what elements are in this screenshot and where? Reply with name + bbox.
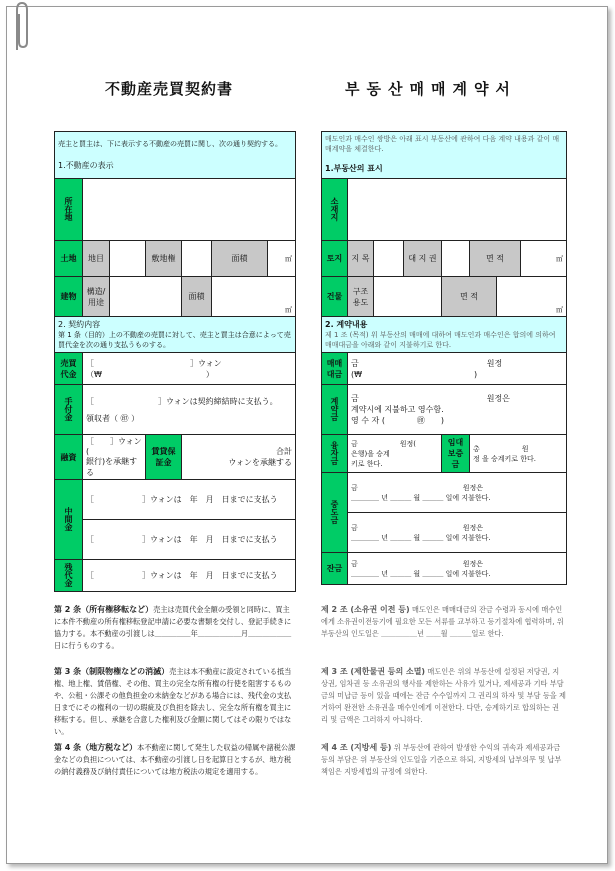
kr-balance-line1[interactable]: 금 원정은 bbox=[351, 559, 484, 568]
jp-art4-text: 本不動産に関して発生した収益の帰属や諸税公課金などの負担については、本不動産の引渡し日を起算日とするが、地方税の納付義務及び納付責任については地方税法の規定を適用する。 bbox=[54, 743, 296, 776]
jp-intro: 売主と買主は、下に表示する不動産の売買に関し、次の通り契約する。 bbox=[58, 140, 282, 148]
jp-art3-head: 第 3 条（制限物権などの消滅） bbox=[54, 667, 170, 676]
kr-art3-text: 매도인은 위의 부동산에 설정된 저당권, 지상권, 임차권 등 소유권의 행사를 제한하는 사유가 있거나, 제세공과 기타 부담금의 미납금 등이 있을 때에는 잔금 수수일까지 그 권리의 하자 및 부담 등을 제거하여 완전한 소유권을 매수인에게 이전한다. 다만, 승계하기로 합의하는 권리 및 금액은 그러하지 아니하다. bbox=[321, 667, 566, 724]
jp-chimoku: 地目 bbox=[83, 241, 110, 277]
kr-lease-label: 임대보증금 bbox=[442, 435, 470, 473]
jp-balance-label: 残代金 bbox=[64, 562, 73, 587]
jp-deposit-line1[interactable]: ［ ］ウォンは契約締結時に支払う。 bbox=[86, 396, 278, 406]
kr-deposit-line3[interactable]: 영 수 자 ( ㊞ ) bbox=[351, 416, 445, 425]
kr-balance-label: 잔금 bbox=[322, 553, 348, 585]
kr-land-label: 토지 bbox=[322, 241, 348, 277]
jp-art4-head: 第 4 条（地方税など） bbox=[54, 743, 138, 752]
kr-sqm: ㎡ bbox=[521, 241, 567, 277]
jp-structure: 構造/用途 bbox=[83, 277, 110, 317]
jp-middle-line2[interactable]: ［ ］ウォンは 年 月 日までに支払う bbox=[83, 520, 296, 560]
jp-location-field[interactable] bbox=[83, 179, 296, 241]
kr-deposit-line1[interactable]: 금 원정은 bbox=[351, 394, 510, 403]
jp-sqm: ㎡ bbox=[268, 241, 296, 277]
jp-article4 bbox=[54, 742, 296, 778]
kr-area2: 면 적 bbox=[442, 277, 497, 317]
jp-loan-label: 融資 bbox=[55, 435, 83, 480]
kr-location-label: 소재지 bbox=[330, 196, 339, 221]
jp-article3 bbox=[54, 666, 296, 738]
kr-deposit-line2[interactable]: 계약시에 지불하고 영수함. bbox=[351, 405, 444, 414]
kr-contract-table bbox=[321, 131, 567, 585]
jp-article2 bbox=[54, 604, 296, 652]
jp-section1: 1.不動産の表示 bbox=[58, 161, 114, 170]
kr-title: 부동산매매계약서 bbox=[345, 80, 517, 98]
jp-structure-field[interactable] bbox=[110, 277, 182, 317]
jp-deposit-label: 手付金 bbox=[64, 396, 73, 421]
jp-land-right: 敷地権 bbox=[146, 241, 182, 277]
kr-art4-text: 위 부동산에 관하여 발생한 수익의 귀속과 제세공과금 등의 부담은 위 부동산의 인도일을 기준으로 하되, 지방세의 납부의무 및 납부책임은 지방세법의 규정에 의한다. bbox=[321, 743, 562, 776]
kr-loan-line2[interactable]: 은행)을 승계 bbox=[351, 449, 390, 458]
kr-lease-line1[interactable]: 총 원 bbox=[473, 444, 529, 453]
kr-daeji: 대 지 권 bbox=[404, 241, 442, 277]
kr-price-line2[interactable]: (₩ ) bbox=[351, 369, 478, 379]
kr-loan-line1[interactable]: 금 원정( bbox=[351, 439, 417, 448]
jp-section2: 2. 契約内容 bbox=[58, 320, 101, 329]
kr-balance-line2[interactable]: ＿＿＿＿ 년 ＿＿＿ 월 ＿＿＿ 일에 지불한다. bbox=[351, 569, 491, 578]
jp-title: 不動産売買契約書 bbox=[105, 80, 234, 98]
kr-area: 면 적 bbox=[470, 241, 521, 277]
kr-building-label: 건물 bbox=[322, 277, 348, 317]
jp-contract-table bbox=[54, 131, 296, 592]
paperclip-icon bbox=[8, 0, 34, 52]
kr-middle-line1[interactable]: 금 원정은 bbox=[351, 483, 484, 492]
kr-sqm2: ㎡ bbox=[497, 277, 567, 317]
kr-art2-head: 제 2 조 (소유권 이전 등) bbox=[321, 605, 410, 614]
jp-land-label: 土地 bbox=[55, 241, 83, 277]
kr-middle-label: 중도금 bbox=[330, 499, 339, 524]
jp-lease-label: 賃貸保証金 bbox=[146, 435, 182, 480]
jp-art2-head: 第 2 条（所有権移転など） bbox=[54, 605, 154, 614]
jp-loan-line1[interactable]: ［ ］ウォン( bbox=[86, 437, 142, 456]
jp-location-label: 所在地 bbox=[64, 196, 73, 221]
kr-price-line1[interactable]: 금 원정 bbox=[351, 358, 503, 368]
jp-price-line1[interactable]: ［ ］ウォン bbox=[86, 358, 222, 368]
kr-loan-label: 융자금 bbox=[330, 440, 339, 465]
jp-area: 面積 bbox=[212, 241, 268, 277]
jp-article1: 第 1 条（目的）上の不動産の売買に対して、売主と買主は合意によって売買代金を次の通り支払うものする。 bbox=[58, 331, 291, 349]
kr-intro: 매도인과 매수인 쌍방은 아래 표시 부동산에 관하여 다음 계약 내용과 같이 매매계약을 체결한다. bbox=[325, 135, 560, 153]
jp-lease-line2[interactable]: ウォンを承継する bbox=[228, 458, 292, 467]
kr-jimok: 지 목 bbox=[348, 241, 374, 277]
kr-daeji-field[interactable] bbox=[442, 241, 470, 277]
kr-article4 bbox=[321, 742, 566, 778]
kr-article2 bbox=[321, 604, 566, 640]
jp-lease-line1[interactable]: 合計 bbox=[276, 447, 292, 456]
jp-art2-text: 売主は売買代金全額の受領と同時に、買主に本件不動産の所有権移転登記申請に必要な書類を交付し、登記手続きに協力する。本不動産の引渡しは＿＿＿＿＿年＿＿＿＿＿＿月＿＿＿＿＿＿日に行うものする。 bbox=[54, 605, 292, 650]
jp-art3-text: 売主は本不動産に設定されている抵当権、地上権、賃借権、その他、買主の完全な所有権の行使を阻害するものや、公租・公課その他負担金の未納金などがある場合には、残代金の支払日までにその権利の一切の瑕疵及び負担を除去し、完全な所有権を買主に移転する。但し、承継を合意した権利及び金額に関してはその限りではない。 bbox=[54, 667, 292, 736]
kr-lease-line2[interactable]: 정 을 승계키로 한다. bbox=[473, 454, 536, 463]
kr-jimok-field[interactable] bbox=[374, 241, 404, 277]
jp-middle-line1[interactable]: ［ ］ウォンは 年 月 日までに支払う bbox=[83, 480, 296, 520]
kr-structure: 구조 용도 bbox=[348, 277, 374, 317]
jp-building-label: 建物 bbox=[55, 277, 83, 317]
kr-structure-field[interactable] bbox=[374, 277, 442, 317]
jp-balance-line[interactable]: ［ ］ウォンは 年 月 日までに支払う bbox=[83, 560, 296, 592]
kr-art3-head: 제 3 조 (제한물권 등의 소멸) bbox=[321, 667, 426, 676]
kr-middle-line2[interactable]: ＿＿＿＿ 년 ＿＿＿ 월 ＿＿＿ 일에 지불한다. bbox=[351, 493, 491, 502]
jp-deposit-line2[interactable]: 領収者（ ㊞ ） bbox=[86, 413, 140, 423]
jp-price-line2[interactable]: （₩ ） bbox=[86, 369, 214, 379]
kr-article3 bbox=[321, 666, 566, 726]
kr-deposit-label: 계약금 bbox=[330, 396, 339, 421]
jp-sqm2: ㎡ bbox=[212, 277, 296, 317]
kr-location-field[interactable] bbox=[348, 179, 567, 241]
jp-loan-line2[interactable]: 銀行)を承継する bbox=[86, 457, 138, 477]
kr-article1: 제 1 조 (목적) 위 부동산의 매매에 대하여 매도인과 매수인은 합의에 의하여 매매대금을 아래와 같이 지불하기로 한다. bbox=[325, 331, 556, 349]
kr-section1: 1.부동산의 표시 bbox=[325, 164, 383, 173]
kr-middle-line3[interactable]: 금 원정은 bbox=[351, 523, 484, 532]
kr-price-label: 매매대금 bbox=[322, 353, 348, 385]
kr-middle-line4[interactable]: ＿＿＿＿ 년 ＿＿＿ 월 ＿＿＿ 일에 지불한다. bbox=[351, 533, 491, 542]
jp-middle-label: 中間金 bbox=[64, 506, 73, 531]
jp-chimoku-field[interactable] bbox=[110, 241, 146, 277]
jp-area2: 面積 bbox=[182, 277, 212, 317]
kr-art2-text: 매도인은 매매대금의 잔금 수령과 동시에 매수인에게 소유권이전등기에 필요한 모든 서류를 교부하고 등기절차에 협력하며, 위 부동산의 인도일은 ＿＿＿＿＿년 ＿＿월 ＿＿＿일로 한다. bbox=[321, 605, 564, 638]
kr-loan-line3[interactable]: 키로 한다. bbox=[351, 459, 383, 468]
jp-land-right-field[interactable] bbox=[182, 241, 212, 277]
jp-price-label: 売買代金 bbox=[55, 353, 83, 385]
kr-art4-head: 제 4 조 (지방세 등) bbox=[321, 743, 392, 752]
kr-section2: 2. 계약내용 bbox=[325, 320, 368, 329]
